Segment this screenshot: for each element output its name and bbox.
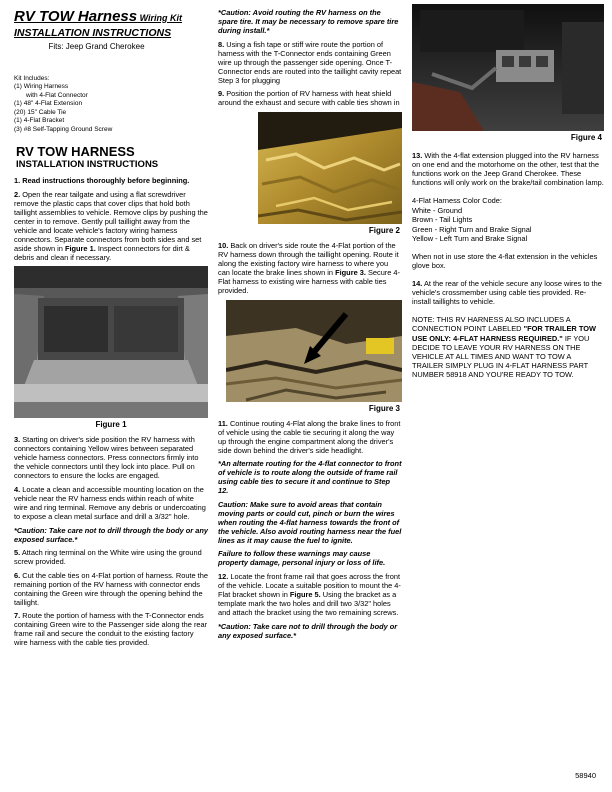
caution-moving-parts: Caution: Make sure to avoid areas that contain moving parts or could cut, pinch or burn the wires when routing the 4-flat harness towards the front of the vehicle. Also avoid routing harness near the fuel lines as it may cause the fuel to ignite. — [218, 499, 402, 545]
color-code-white: White - Ground — [412, 205, 463, 215]
step-10-figure-ref: Figure 3. — [335, 267, 366, 277]
trailer-tow-note-text-cont: IF YOU DECIDE TO LEAVE YOUR RV HARNESS ON THE VEHICLE AT ALL TIMES AND WANT TO TOW A TRAILER SIMPLY PLUG IN 4-FLAT HARNESS PART NUMBER 58918 AND YOU'RE READY TO TOW. — [412, 333, 590, 379]
color-code-block — [412, 196, 604, 243]
step-6-text: Cut the cable ties on 4-Flat portion of harness. Route the remaining portion of the RV harness with connector ends containing the Green wire through the opening behind the taillight. — [14, 570, 208, 607]
step-14-text: At the rear of the vehicle secure any loose wires to the vehicle's crossmember using cable ties provided. Re-install taillights to vehicle. — [412, 279, 602, 307]
caution-spare-tire: *Caution: Avoid routing the RV harness on the spare tire. It may be necessary to remove spare tire during install.* — [218, 8, 399, 36]
part-number: 58940 — [575, 771, 596, 780]
kit-item: with 4-Flat Connector — [26, 91, 88, 99]
step-1-number: 1. — [14, 176, 21, 186]
title-block — [14, 8, 208, 51]
trailer-tow-note — [412, 315, 604, 378]
step-10-number: 10. — [218, 240, 229, 250]
kit-item: (1) Wiring Harness — [14, 83, 69, 91]
step-3 — [14, 435, 208, 480]
color-code-brown: Brown - Tail Lights — [412, 215, 473, 225]
doc-title-suffix: Wiring Kit — [137, 13, 183, 23]
step-2-figure-ref: Figure 1. — [64, 243, 96, 253]
fits-line: Fits: Jeep Grand Cherokee — [48, 42, 145, 51]
figure1-caption: Figure 1 — [95, 420, 127, 430]
figure1-photo — [14, 266, 208, 418]
figure2-photo-art — [258, 112, 402, 224]
step-11-text: Continue routing 4-Flat along the brake lines to front of vehicle using the cable tie securing it along the way up through the engine compartment along the driver's side down behind the driver's side headlight. — [218, 418, 401, 455]
color-code-title: 4-Flat Harness Color Code: — [412, 196, 502, 206]
step-7 — [14, 611, 208, 647]
step-1 — [14, 176, 208, 185]
doc-title: RV TOW Harness — [14, 8, 138, 25]
trailer-tow-note-text: NOTE: THIS RV HARNESS ALSO INCLUDES A CONNECTION POINT LABELED — [412, 315, 571, 334]
kit-item: (3) #8 Self-Tapping Ground Screw — [14, 125, 113, 133]
step-6-number: 6. — [14, 570, 21, 580]
alternate-routing-note: *An alternate routing for the 4-flat connector to front of vehicle is to route along the outside of frame rail using cable ties to secure it and continue to Step 12. — [218, 459, 402, 496]
caution-drill-middle: *Caution: Take care not to drill through the body or any exposed surface.* — [218, 621, 398, 640]
step-2-text-cont: Inspect connectors for dirt & debris and clean if necessary. — [14, 243, 190, 262]
kit-item: (20) 15" Cable Tie — [14, 108, 67, 116]
step-12 — [218, 572, 402, 617]
trailer-tow-note-bold: "FOR TRAILER TOW USE ONLY: 4-FLAT HARNESS REQUIRED." — [412, 324, 596, 343]
step-9 — [218, 89, 402, 107]
step-12-number: 12. — [218, 571, 229, 581]
figure4-caption: Figure 4 — [570, 133, 602, 142]
right-column — [412, 4, 604, 383]
step-4 — [14, 485, 208, 521]
step-13-number: 13. — [412, 151, 423, 160]
kit-item: (1) 4-Flat Bracket — [14, 117, 65, 125]
caution-drill-left: *Caution: Take care not to drill through the body or any exposed surface.* — [14, 525, 208, 544]
step-9-number: 9. — [218, 89, 225, 99]
step-2-number: 2. — [14, 189, 21, 199]
step-13 — [412, 151, 604, 187]
doc-title-line — [14, 8, 208, 26]
section-subheading: INSTALLATION INSTRUCTIONS — [16, 159, 159, 171]
step-5 — [14, 548, 208, 566]
kit-item: (1) 48" 4-Flat Extension — [14, 100, 83, 108]
figure3-photo-art — [226, 300, 402, 402]
step-10-text-cont: Secure 4-Flat harness to existing wire harness with cable ties provided. — [218, 267, 401, 295]
figure2-photo — [258, 112, 402, 224]
step-3-number: 3. — [14, 435, 21, 445]
color-code-yellow: Yellow - Left Turn and Brake Signal — [412, 234, 528, 244]
step-7-number: 7. — [14, 611, 21, 621]
figure4-photo-art — [412, 4, 604, 131]
step-14 — [412, 279, 604, 306]
step-2-text: Open the rear tailgate and using a flat screwdriver remove the plastic caps that cover clips that hold both taillight assemblies to vehicle. Remove clips by pushing the center in to remove. Gently pull taillight away from the vehicle and locate vehicle's factory wiring harness connectors. Separate connectors from both sides and set aside shown in — [14, 189, 208, 253]
glovebox-note: When not in use store the 4-flat extension in the vehicles glove box. — [412, 252, 598, 271]
step-3-text: Starting on driver's side position the RV harness with connectors containing Yellow wires between separated vehicle harness connectors. Press connectors firmly into the vehicle connectors until they lock into place. Pull on connectors to ensure the locks are engaged. — [14, 435, 199, 481]
kit-includes-list — [14, 75, 208, 134]
color-code-green: Green - Right Turn and Brake Signal — [412, 224, 532, 234]
step-10-text: Back on driver's side route the 4-Flat portion of the RV harness down through the taillight opening. Route it along the existing factory wire harness to where you can locate the brake lines shown in — [218, 240, 399, 277]
step-6 — [14, 571, 208, 607]
step-4-number: 4. — [14, 485, 21, 494]
step-8 — [218, 40, 402, 85]
step-7-text: Route the portion of harness with the T-Connector ends containing Green wire to the Passenger side along the rear frame rail and secure the conduit to the existing factory wire harness with the cable ties provided. — [14, 611, 208, 648]
failure-warning: Failure to follow these warnings may cause property damage, personal injury or loss of life. — [218, 549, 386, 568]
left-column — [14, 8, 208, 652]
figure4-photo — [412, 4, 604, 131]
middle-column — [218, 8, 402, 644]
step-10 — [218, 241, 402, 295]
step-9-text: Position the portion of RV harness with heat shield around the exhaust and secure with cable ties shown in — [218, 89, 400, 108]
step-13-text: With the 4-flat extension plugged into the RV harness on one end and the motorhome on the other, test that the functions work on the Jeep Grand Cherokee. These functions will only work on the brake/tail combination lamp. — [412, 151, 604, 188]
section-heading: RV TOW HARNESS — [16, 144, 135, 160]
figure2-caption: Figure 2 — [368, 225, 400, 235]
step-11-number: 11. — [218, 418, 228, 428]
step-4-text: Locate a clean and accessible mounting location on the vehicle near the RV harness ends within reach of white wire and ring terminal. Remove any debris or undercoating to expose a clean metal surface and drill a 3/32" hole. — [14, 485, 206, 522]
step-5-text: Attach ring terminal on the White wire using the ground screw provided. — [14, 548, 202, 567]
step-8-text: Using a fish tape or stiff wire route the portion of harness with the T-Connector ends containing Green wire up through the passenger side opening. Once T-Connector ends are routed into the taillight cavity repeat Step 3 for plugging — [218, 39, 402, 85]
figure1-photo-art — [14, 266, 208, 418]
step-5-number: 5. — [14, 548, 21, 558]
step-12-text: Locate the front frame rail that goes across the front of the vehicle. Locate a suitable position to mount the 4-Flat bracket shown in — [218, 571, 401, 600]
figure3-caption: Figure 3 — [368, 403, 400, 413]
step-2 — [14, 190, 208, 262]
kit-includes-label: Kit Includes: — [14, 75, 50, 82]
step-8-number: 8. — [218, 39, 225, 49]
step-12-figure-ref: Figure 5. — [289, 590, 321, 600]
step-14-number: 14. — [412, 279, 423, 289]
step-12-text-cont: Using the bracket as a template mark the two holes and drill two 3/32" holes and attach the bracket using the two remaining screws. — [218, 590, 399, 618]
step-11 — [218, 419, 402, 455]
step-1-text: Read instructions thoroughly before beginning. — [22, 176, 190, 186]
doc-subtitle: INSTALLATION INSTRUCTIONS — [14, 27, 172, 39]
figure3-photo — [226, 300, 402, 402]
